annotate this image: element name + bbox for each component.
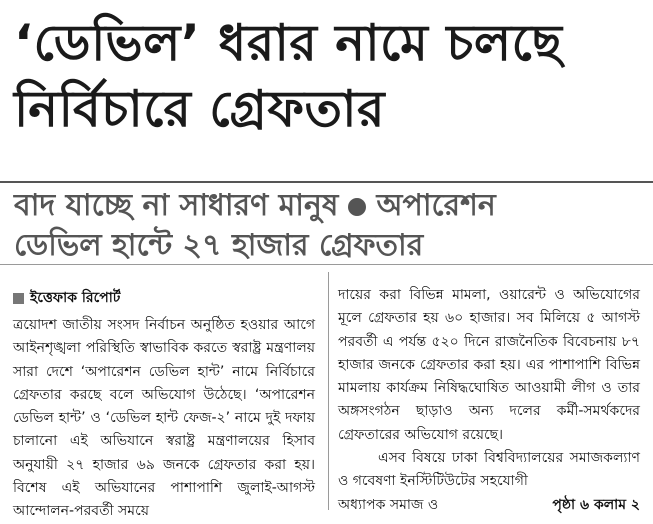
subhead-part-1: বাদ যাচ্ছে না সাধারণ মানুষ	[14, 188, 339, 223]
byline	[13, 286, 120, 310]
continuation-line	[338, 494, 640, 517]
continued-on-page-link[interactable]: পৃষ্ঠা ৬ কলাম ২	[552, 496, 640, 513]
headline	[14, 10, 644, 142]
square-bullet-icon	[13, 293, 24, 304]
article-column-right	[338, 284, 640, 517]
bullet-dot-icon	[348, 198, 366, 216]
subhead-part-2: অপারেশন	[376, 188, 496, 223]
right-column-paragraph-1: দায়ের করা বিভিন্ন মামলা, ওয়ারেন্ট ও অভিযোগের মূলে গ্রেফতার হয় ৬০ হাজার। সব মিলিয়ে ৫ আগস্ট পরবর্তী এ পর্যন্ত ৫২০ দিনে রাজনৈতিক বিবেচনায় ৮৭ হাজার জনকে গ্রেফতার করা হয়। এর পাশাপাশি বিভিন্ন মামলায় কার্যক্রম নিষিদ্ধঘোষিত আওয়ামী লীগ ও তার অঙ্গসংগঠন ছাড়াও অন্য দলের কর্মী-সমর্থকদের গ্রেফতারের অভিযোগ রয়েছে।	[338, 287, 640, 443]
headline-line-2: নির্বিচারে গ্রেফতার	[14, 80, 386, 138]
column-divider	[328, 272, 329, 510]
body-divider	[0, 264, 653, 265]
last-line-text: অধ্যাপক সমাজ ও	[338, 496, 439, 513]
subhead-line-2: ডেভিল হান্টে ২৭ হাজার গ্রেফতার	[14, 228, 424, 263]
byline-text: ইত্তেফাক রিপোর্ট	[30, 290, 121, 306]
right-column-paragraph-2: এসব বিষয়ে ঢাকা বিশ্ববিদ্যালয়ের সমাজকল্যাণ ও গবেষণা ইনস্টিটিউটের সহযোগী	[338, 450, 640, 490]
article-column-left	[13, 314, 315, 524]
subheadline	[14, 186, 644, 266]
headline-divider	[0, 181, 653, 183]
headline-line-1: ‘ডেভিল’ ধরার নামে চলছে	[14, 14, 563, 72]
left-column-text: ত্রয়োদশ জাতীয় সংসদ নির্বাচন অনুষ্ঠিত হওয়ার আগে আইনশৃঙ্খলা পরিস্থিতি স্বাভাবিক করতে স্বরাষ্ট্র মন্ত্রণালয় সারা দেশে ‘অপারেশন ডেভিল হান্ট’ নামে নির্বিচারে গ্রেফতার করছে বলে অভিযোগ উঠেছে। ‘অপারেশন ডেভিল হান্ট’ ও ‘ডেভিল হান্ট ফেজ-২’ নামে দুই দফায় চালানো এই অভিযানে স্বরাষ্ট্র মন্ত্রণালয়ের হিসাব অনুযায়ী ২৭ হাজার ৬৯ জনকে গ্রেফতার করা হয়। বিশেষ এই অভিযানের পাশাপাশি জুলাই-আগস্ট আন্দোলন-পরবর্তী সময়ে	[13, 317, 315, 520]
